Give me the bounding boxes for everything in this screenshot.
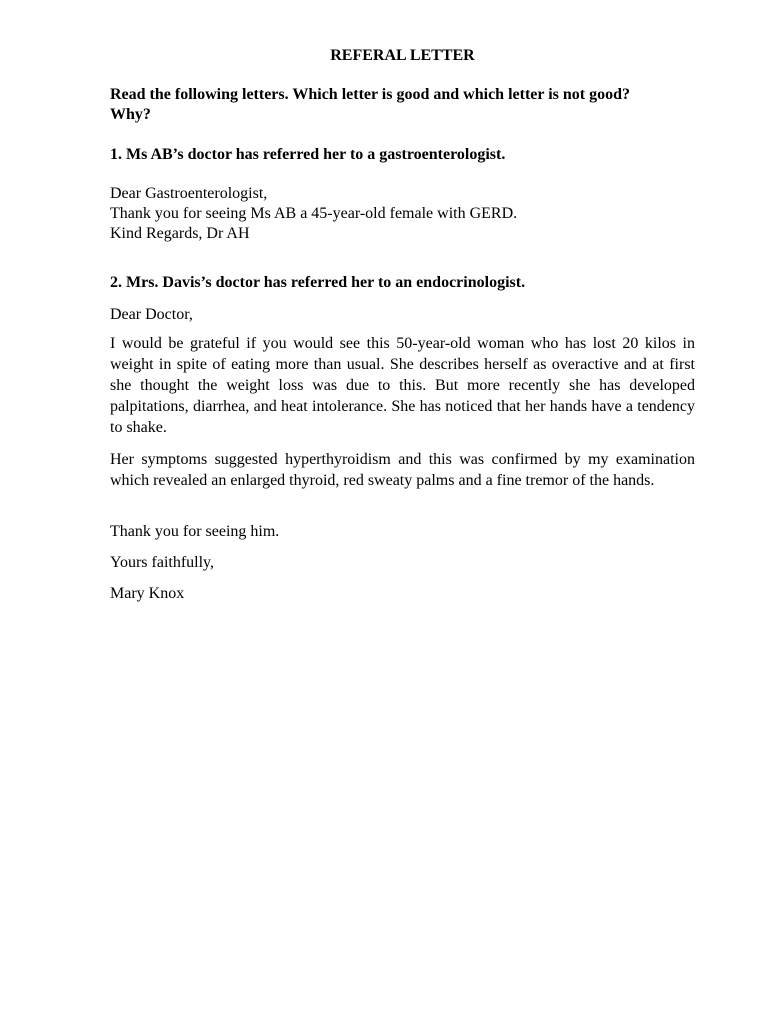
letter2-signature: Mary Knox xyxy=(110,585,185,602)
letter2-salutation: Dear Doctor, xyxy=(110,306,193,323)
letter1-signoff: Kind Regards, Dr AH xyxy=(110,225,250,242)
letter2-heading: 2. Mrs. Davis’s doctor has referred her to an endocrinologist. xyxy=(110,274,526,291)
letter2-paragraph-2: Her symptoms suggested hyperthyroidism and this was confirmed by my examination which revealed an enlarged thyroid, red sweaty palms and a fine tremor of the hands. xyxy=(110,451,695,489)
letter2-paragraph-1: I would be grateful if you would see this 50-year-old woman who has lost 20 kilos in weight in spite of eating more than usual. She describes herself as overactive and at first she thought the weight loss was due to this. But more recently she has developed palpitations, diarrhea, and heat intolerance. She has noticed that her hands have a tendency to shake. xyxy=(110,335,695,436)
document-title: REFERAL LETTER xyxy=(330,47,475,64)
letter1-text: Thank you for seeing Ms AB a 45-year-old female with GERD. xyxy=(110,205,518,222)
letter1-body xyxy=(110,184,517,244)
letter2-closing: Yours faithfully, xyxy=(110,554,215,571)
letter1-salutation: Dear Gastroenterologist, xyxy=(110,185,268,202)
letter1-heading: 1. Ms AB’s doctor has referred her to a gastroenterologist. xyxy=(110,146,506,163)
instructions-text: Read the following letters. Which letter is good and which letter is not good? Why? xyxy=(110,86,630,123)
letter2-thanks: Thank you for seeing him. xyxy=(110,523,280,540)
